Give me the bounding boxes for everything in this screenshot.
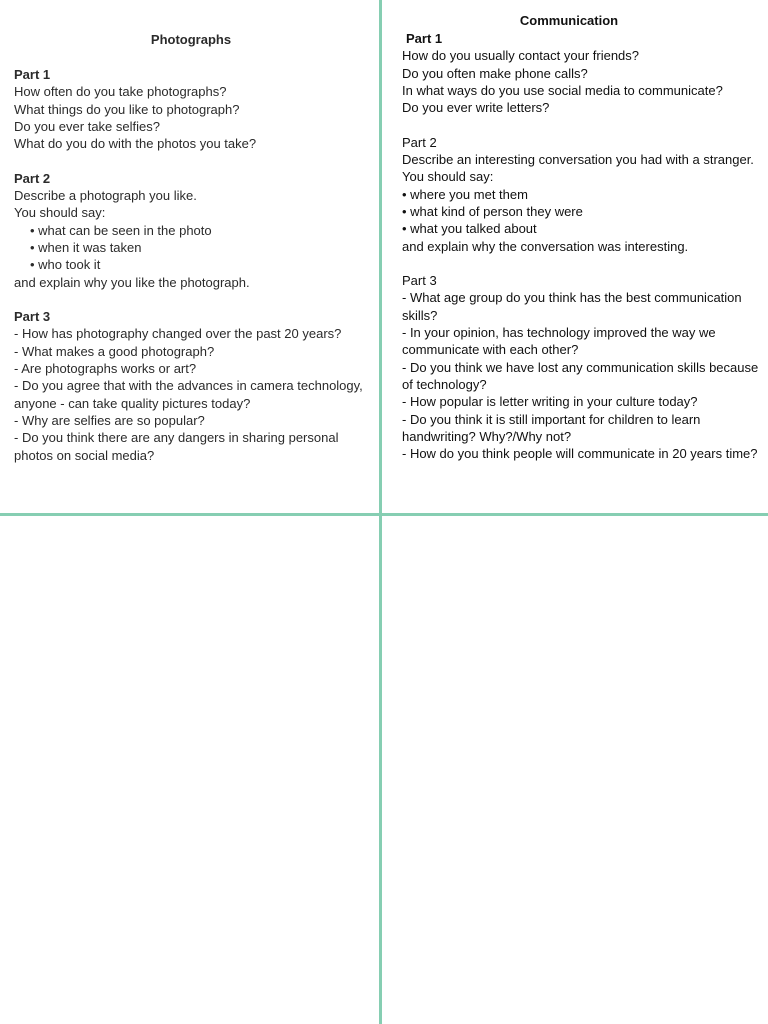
communication-part2-bullet: • where you met them xyxy=(402,186,528,202)
horizontal-divider xyxy=(0,513,768,516)
photographs-part2-bullet: • when it was taken xyxy=(30,239,142,255)
communication-part3-q1: - What age group do you think has the best communication skills? xyxy=(402,290,742,323)
vertical-divider xyxy=(379,0,382,1024)
photographs-part3-q2: - What makes a good photograph? xyxy=(14,343,215,359)
communication-part1-q2: Do you often make phone calls? xyxy=(402,65,588,81)
communication-part2-bullet: • what you talked about xyxy=(402,221,537,237)
photographs-part1-q4: What do you do with the photos you take? xyxy=(14,136,257,152)
photographs-part3-q5: - Why are selfies are so popular? xyxy=(14,412,205,428)
photographs-part1-q3: Do you ever take selfies? xyxy=(14,118,160,134)
photographs-part2-should-say: You should say: xyxy=(14,205,106,221)
photographs-part2-intro: Describe a photograph you like. xyxy=(14,188,197,204)
communication-part2-heading: Part 2 xyxy=(402,134,437,150)
photographs-part1-q1: How often do you take photographs? xyxy=(14,84,227,100)
spacer xyxy=(14,152,366,169)
spacer xyxy=(402,255,762,272)
communication-part3-q3: - Do you think we have lost any communication skills because of technology? xyxy=(402,359,759,392)
spacer xyxy=(402,116,762,133)
communication-part2-intro: Describe an interesting conversation you had with a stranger. xyxy=(402,152,754,168)
photographs-part2-bullet: • what can be seen in the photo xyxy=(30,222,212,238)
communication-body xyxy=(402,30,762,462)
photographs-title: Photographs xyxy=(150,32,232,47)
communication-part3-q5: - Do you think it is still important for children to learn handwriting? Why?/Why not? xyxy=(402,411,701,444)
photographs-part1-heading: Part 1 xyxy=(14,67,51,82)
photographs-part1-q2: What things do you like to photograph? xyxy=(14,101,240,117)
communication-part1-q1: How do you usually contact your friends? xyxy=(402,48,640,64)
communication-part1-q4: Do you ever write letters? xyxy=(402,100,550,116)
communication-part2-should-say: You should say: xyxy=(402,169,494,185)
photographs-part2-heading: Part 2 xyxy=(14,170,51,186)
photographs-part3-q1: - How has photography changed over the past 20 years? xyxy=(14,326,342,342)
spacer xyxy=(14,291,366,308)
photographs-part3-heading: Part 3 xyxy=(14,309,51,325)
photographs-part3-q4: - Do you agree that with the advances in camera technology, anyone - can take quality pictures today? xyxy=(14,378,363,411)
communication-part1-heading: Part 1 xyxy=(406,31,443,46)
communication-part2-bullet: • what kind of person they were xyxy=(402,203,583,219)
communication-part1-q3: In what ways do you use social media to communicate? xyxy=(402,82,723,98)
communication-part3-q2: - In your opinion, has technology improved the way we communicate with each other? xyxy=(402,325,716,358)
communication-part3-heading: Part 3 xyxy=(402,273,437,289)
photographs-part3-q6: - Do you think there are any dangers in sharing personal photos on social media? xyxy=(14,430,339,463)
communication-title: Communication xyxy=(519,13,619,28)
photographs-part2-closing: and explain why you like the photograph. xyxy=(14,274,250,290)
communication-part2-closing: and explain why the conversation was interesting. xyxy=(402,238,689,254)
communication-part3-q6: - How do you think people will communicate in 20 years time? xyxy=(402,446,758,462)
communication-part3-q4: - How popular is letter writing in your culture today? xyxy=(402,394,698,410)
photographs-part2-bullet: • who took it xyxy=(30,257,101,273)
photographs-body xyxy=(14,66,366,464)
photographs-part3-q3: - Are photographs works or art? xyxy=(14,361,197,377)
